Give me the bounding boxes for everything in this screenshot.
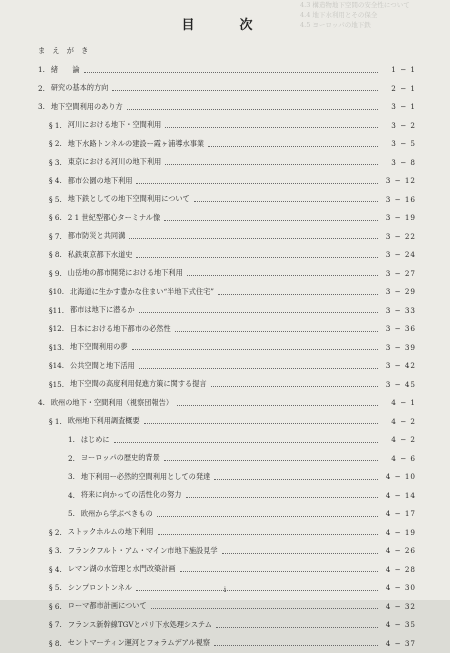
toc-entry (38, 135, 416, 154)
toc-entry (38, 264, 416, 283)
toc-entry-page: 3 − 8 (391, 157, 416, 167)
toc-entry-title: 河川における地下・空間利用 (67, 120, 162, 130)
toc-entry (38, 209, 416, 228)
toc-entry-title: 研究の基本的方向 (50, 83, 109, 93)
toc-entry (38, 394, 416, 413)
toc-entry-page: 3 − 5 (391, 139, 416, 149)
toc-entry-page: 3 − 45 (385, 379, 416, 389)
toc-entry-title: フランス新幹線TGVとパリ下水処理システム (67, 619, 212, 629)
toc-entry-title: 北海道に生かす豊かな住まい“半地下式住宅” (70, 286, 214, 296)
toc-entry (38, 560, 416, 579)
toc-entry-number: 3. (38, 102, 45, 112)
toc-entry-title: 将来に向かっての活性化の努力 (80, 490, 182, 500)
toc-entry-page: 4 − 37 (385, 638, 416, 648)
preface-row (38, 42, 416, 61)
toc-entry (38, 542, 416, 561)
toc-entry (38, 357, 416, 376)
leader-dots (164, 459, 378, 461)
toc-entry-number: §13. (49, 342, 65, 352)
toc-entry-title: 都市公園の地下利用 (67, 175, 133, 185)
leader-dots (186, 496, 379, 498)
toc-entry-number: 3. (68, 472, 75, 482)
toc-entry (38, 116, 416, 135)
leader-dots (129, 237, 378, 239)
leader-dots (127, 108, 378, 110)
leader-dots (216, 626, 378, 628)
bleed-line: 4.5 ヨーロッパの地下鉄 (300, 21, 371, 29)
toc-entry-title: 地下利用ー必然的空間利用としての発達 (80, 471, 211, 481)
toc-entry (38, 301, 416, 320)
leader-dots (180, 570, 378, 572)
toc-entry-page: 3 − 24 (385, 250, 416, 260)
toc-entry-page: 4 − 30 (385, 583, 416, 593)
toc-entry-page: 4 − 17 (385, 509, 416, 519)
toc-entry-page: 4 − 26 (385, 546, 416, 556)
leader-dots (158, 533, 379, 535)
toc-entry-number: § 9. (49, 268, 62, 278)
leader-dots (132, 348, 378, 350)
toc-entry-title: 地下空間の高度利用促進方策に関する提言 (70, 379, 207, 389)
leader-dots (194, 200, 378, 202)
toc-entry-number: § 4. (49, 176, 62, 186)
toc-entry-title: フランクフルト・アム・マイン市地下施設見学 (67, 545, 218, 555)
leader-dots (218, 293, 378, 295)
toc-entry (38, 283, 416, 302)
leader-dots (175, 330, 378, 332)
toc-entry-page: 3 − 27 (385, 268, 416, 278)
leader-dots (157, 515, 378, 517)
toc-entry (38, 79, 416, 98)
toc-entry-number: § 2. (49, 527, 62, 537)
toc-entry-page: 4 − 35 (385, 620, 416, 630)
toc-entry-number: § 1. (49, 416, 62, 426)
toc-entry-title: シンプロントンネル (67, 582, 133, 592)
toc-entry-title: 2 1 世紀型都心ターミナル像 (67, 212, 161, 222)
toc-entry-page: 3 − 12 (385, 176, 416, 186)
toc-entry-number: §10. (49, 287, 65, 297)
toc-entry-title: 地下空間利用のあり方 (50, 101, 123, 111)
bleed-line: 4.3 構造物地下空間の安全性について (300, 1, 410, 9)
toc-entry-title: 私鉄東京都下水道史 (67, 249, 133, 259)
toc-entry (38, 375, 416, 394)
leader-dots (187, 274, 378, 276)
toc-entry (38, 172, 416, 191)
toc-entry-number: §11. (49, 305, 65, 315)
toc-entry-number: § 4. (49, 564, 62, 574)
toc-entry-number: § 8. (49, 638, 62, 648)
toc-entry-title: 欧州地下利用調査概要 (67, 416, 140, 426)
toc-entry-page: 3 − 33 (385, 305, 416, 315)
toc-entry-page: 3 − 1 (391, 102, 416, 112)
toc-entry-page: 4 − 10 (385, 472, 416, 482)
preface-label: ま え が き (38, 46, 89, 56)
toc-entry-title: ローマ都市計画について (67, 601, 147, 611)
leader-dots (214, 478, 378, 480)
leader-dots (136, 182, 378, 184)
toc-entry-page: 3 − 22 (385, 231, 416, 241)
toc-entry-title: レマン湖の水管理と水門改築計画 (67, 564, 176, 574)
toc-entry-page: 3 − 42 (385, 361, 416, 371)
toc-entry (38, 320, 416, 339)
toc-entry-number: 1. (38, 65, 45, 75)
toc-entry-page: 3 − 39 (385, 342, 416, 352)
toc-entry-title: ヨーロッパの歴史的背景 (80, 453, 160, 463)
toc-entry-page: 4 − 6 (391, 453, 416, 463)
toc-entry-page: 4 − 2 (391, 435, 416, 445)
bleed-line: 4.4 地下水利用とその保全 (300, 11, 378, 19)
toc-entry-number: 4. (38, 398, 45, 408)
toc-entry (38, 338, 416, 357)
toc-entry (38, 153, 416, 172)
toc-entry (38, 634, 416, 653)
toc-entry (38, 468, 416, 487)
leader-dots (112, 89, 378, 91)
toc-entry-number: § 3. (49, 157, 62, 167)
toc-entry-page: 3 − 36 (385, 324, 416, 334)
page-title: 目 次 (181, 18, 269, 33)
toc-entry-number: § 1. (49, 120, 62, 130)
toc-entry-page: 3 − 19 (385, 213, 416, 223)
toc-entry-page: 3 − 16 (385, 194, 416, 204)
toc-entry-page: 4 − 14 (385, 490, 416, 500)
toc-entry (38, 431, 416, 450)
toc-entry-page: 1 − 1 (391, 65, 416, 75)
toc-entry-page: 4 − 28 (385, 564, 416, 574)
toc-entry-title: 地下水路トンネルの建設ー霞ヶ浦導水事業 (67, 138, 205, 148)
toc-entry-number: § 8. (49, 250, 62, 260)
toc-entry-number: § 2. (49, 139, 62, 149)
leader-dots (211, 385, 378, 387)
toc-entry-title: 都市は地下に潜るか (70, 305, 135, 315)
leader-dots (222, 552, 378, 554)
leader-dots (165, 163, 378, 165)
toc-entry-title: 地下鉄としての地下空間利用について (67, 194, 190, 204)
toc-entry-page: 4 − 19 (385, 527, 416, 537)
toc-entry-number: 2. (68, 453, 75, 463)
toc-entry (38, 412, 416, 431)
table-of-contents (38, 42, 416, 653)
toc-entry-title: 地下空間利用の夢 (70, 342, 128, 352)
toc-entry-page: 4 − 1 (391, 398, 416, 408)
toc-entry (38, 98, 416, 117)
toc-entry-title: 公共空間と地下活用 (70, 360, 135, 370)
leader-dots (164, 219, 378, 221)
leader-dots (139, 367, 378, 369)
toc-entry (38, 505, 416, 524)
toc-entry-number: 1. (68, 435, 75, 445)
toc-entry (38, 616, 416, 635)
leader-dots (208, 145, 378, 147)
toc-entry-number: §15. (49, 379, 65, 389)
leader-dots (139, 311, 378, 313)
toc-entry (38, 449, 416, 468)
leader-dots (114, 441, 378, 443)
toc-entry-number: 5. (68, 509, 75, 519)
toc-entry-page: 3 − 29 (385, 287, 416, 297)
leader-dots (165, 126, 378, 128)
page-number: i (223, 586, 227, 594)
toc-entry (38, 597, 416, 616)
leader-dots (214, 644, 378, 646)
toc-entry-number: § 5. (49, 194, 62, 204)
toc-entry-number: §14. (49, 361, 65, 371)
toc-entry-title: ストックホルムの地下利用 (67, 527, 154, 537)
toc-entry (38, 61, 416, 80)
toc-entry-title: セントマーティン運河とフォラムデアル視察 (67, 638, 211, 648)
toc-entry-title: 欧州の地下・空間利用（視察団報告） (50, 397, 174, 407)
toc-entry-title: 緒 論 (50, 64, 80, 74)
toc-entry (38, 523, 416, 542)
toc-entry (38, 246, 416, 265)
toc-entry-title: 欧州から学ぶべきもの (80, 508, 153, 518)
toc-entry-number: 4. (68, 490, 75, 500)
toc-entry-title: 都市防災と共同溝 (67, 231, 126, 241)
toc-entry-page: 4 − 32 (385, 601, 416, 611)
toc-entry-number: § 5. (49, 583, 62, 593)
toc-entry-page: 2 − 1 (391, 83, 416, 93)
toc-entry-number: 2. (38, 83, 45, 93)
toc-entry-number: §12. (49, 324, 65, 334)
leader-dots (144, 422, 378, 424)
toc-entry-page: 4 − 2 (391, 416, 416, 426)
leader-dots (177, 404, 378, 406)
toc-entry-number: § 3. (49, 546, 62, 556)
leader-dots (84, 71, 378, 73)
toc-entry-title: 日本における地下都市の必然性 (70, 323, 171, 333)
toc-entry-title: はじめに (80, 434, 110, 444)
toc-entry (38, 190, 416, 209)
toc-entry (38, 486, 416, 505)
toc-entry (38, 227, 416, 246)
toc-entry-number: § 7. (49, 620, 62, 630)
toc-entry-number: § 7. (49, 231, 62, 241)
toc-entry-number: § 6. (49, 601, 62, 611)
leader-dots (136, 256, 378, 258)
toc-entry-title: 東京における河川の地下利用 (67, 157, 162, 167)
toc-entry-page: 3 − 2 (391, 120, 416, 130)
toc-entry-number: § 6. (49, 213, 62, 223)
leader-dots (151, 607, 378, 609)
toc-entry-title: 山岳地の都市開発における地下利用 (67, 268, 183, 278)
